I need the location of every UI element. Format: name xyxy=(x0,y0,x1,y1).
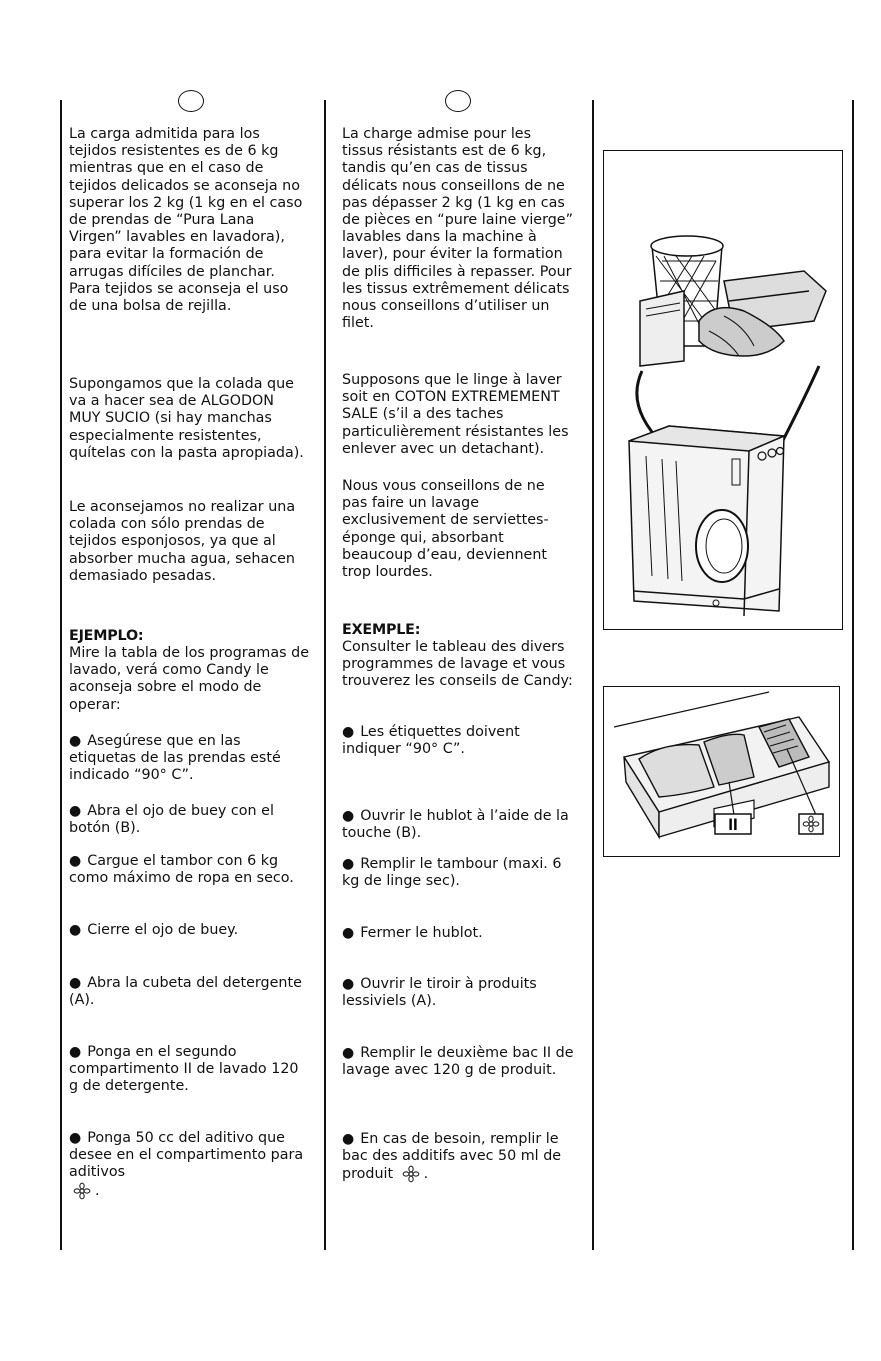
fr-example-text: Consulter le tableau des divers programmes de lavage et vous trouverez les conseils de Candy: xyxy=(342,639,573,690)
fr-step-2: ● Ouvrir le hublot à l’aide de la touche (B). xyxy=(342,808,574,842)
fr-step-7-text: ● En cas de besoin, remplir le bac des additifs avec 50 ml de produit xyxy=(342,1131,561,1182)
es-step-5: ● Abra la cubeta del detergente (A). xyxy=(69,975,309,1009)
es-example-heading: EJEMPLO: xyxy=(69,628,144,644)
es-towel-advice: Le aconsejamos no realizar una colada con sólo prendas de tejidos esponjosos, ya que al absorber mucha agua, sehacen demasiado pesadas. xyxy=(69,499,296,584)
es-step-7-text: ● Ponga 50 cc del aditivo que desee en el compartimento para aditivos xyxy=(69,1130,303,1180)
fr-load-paragraph: La charge admise pour les tissus résistants est de 6 kg, tandis qu’en cas de tissus délicats nous conseillons de ne pas dépasser 2 kg (1 kg en cas de pièces en “pure laine vierge” lavables dans la machine à laver), pour éviter la formation de plis difficiles à repasser. Pour les tissus extrêmement délicats nous conseillons d’utiliser un filet. xyxy=(342,126,573,332)
fr-step-6: ● Remplir le deuxième bac II de lavage avec 120 g de produit. xyxy=(342,1045,574,1079)
additive-flower-icon xyxy=(73,1182,91,1200)
fr-step-7-end: . xyxy=(423,1166,429,1183)
es-step-2: ● Abra el ojo de buey con el botón (B). xyxy=(69,803,309,837)
fr-step-7 xyxy=(342,1131,574,1184)
compartment-ii-label: II xyxy=(728,815,738,834)
es-step-7 xyxy=(69,1130,309,1200)
right-rule xyxy=(592,100,594,1250)
es-step-4: ● Cierre el ojo de buey. xyxy=(69,922,309,939)
fr-example-heading: EXEMPLE: xyxy=(342,622,421,638)
detergent-drawer-figure xyxy=(603,686,840,857)
fr-towel-advice: Nous vous conseillons de ne pas faire un lavage exclusivement de serviettes-éponge qui, absorbant beaucoup d’eau, deviennent trop lourdes. xyxy=(342,478,549,581)
fr-example-intro: Supposons que le linge à laver soit en COTON EXTREMEMENT SALE (s’il a des taches particulièrement résistantes les enlever avec un detachant). xyxy=(342,372,569,457)
center-rule xyxy=(324,100,326,1250)
fr-step-4: ● Fermer le hublot. xyxy=(342,925,574,942)
es-example-intro: Supongamos que la colada que va a hacer sea de ALGODON MUY SUCIO (si hay manchas especialmente resistentes, quítelas con la pasta apropiada). xyxy=(69,376,304,461)
es-step-7-end: . xyxy=(95,1182,100,1199)
outer-rule xyxy=(852,100,854,1250)
left-rule xyxy=(60,100,62,1250)
fr-step-1: ● Les étiquettes doivent indiquer “90° C”. xyxy=(342,724,574,758)
es-example-text: Mire la tabla de los programas de lavado, verá como Candy le aconseja sobre el modo de operar: xyxy=(69,645,309,713)
laundry-machine-illustration xyxy=(604,151,841,628)
fr-step-5: ● Ouvrir le tiroir à produits lessiviels (A). xyxy=(342,976,574,1010)
additive-compartment-box xyxy=(799,814,823,834)
es-step-3: ● Cargue el tambor con 6 kg como máximo de ropa en seco. xyxy=(69,853,309,887)
es-load-paragraph: La carga admitida para los tejidos resistentes es de 6 kg mientras que en el caso de tejidos delicados se aconseja no superar los 2 kg (1 kg en el caso de prendas de “Pura Lana Virgen” lavables en lavadora), para evitar la formación de arrugas difíciles de planchar. Para tejidos se aconseja el uso de una bolsa de rejilla. xyxy=(69,126,303,315)
fr-step-3: ● Remplir le tambour (maxi. 6 kg de linge sec). xyxy=(342,856,574,890)
es-language-marker xyxy=(178,90,204,112)
es-step-1: ● Asegúrese que en las etiquetas de las prendas esté indicado “90° C”. xyxy=(69,733,309,785)
es-step-6: ● Ponga en el segundo compartimento II de lavado 120 g de detergente. xyxy=(69,1044,309,1096)
detergent-drawer-illustration xyxy=(604,687,838,855)
laundry-machine-figure xyxy=(603,150,843,630)
additive-flower-icon xyxy=(402,1165,420,1183)
fr-language-marker xyxy=(445,90,471,112)
